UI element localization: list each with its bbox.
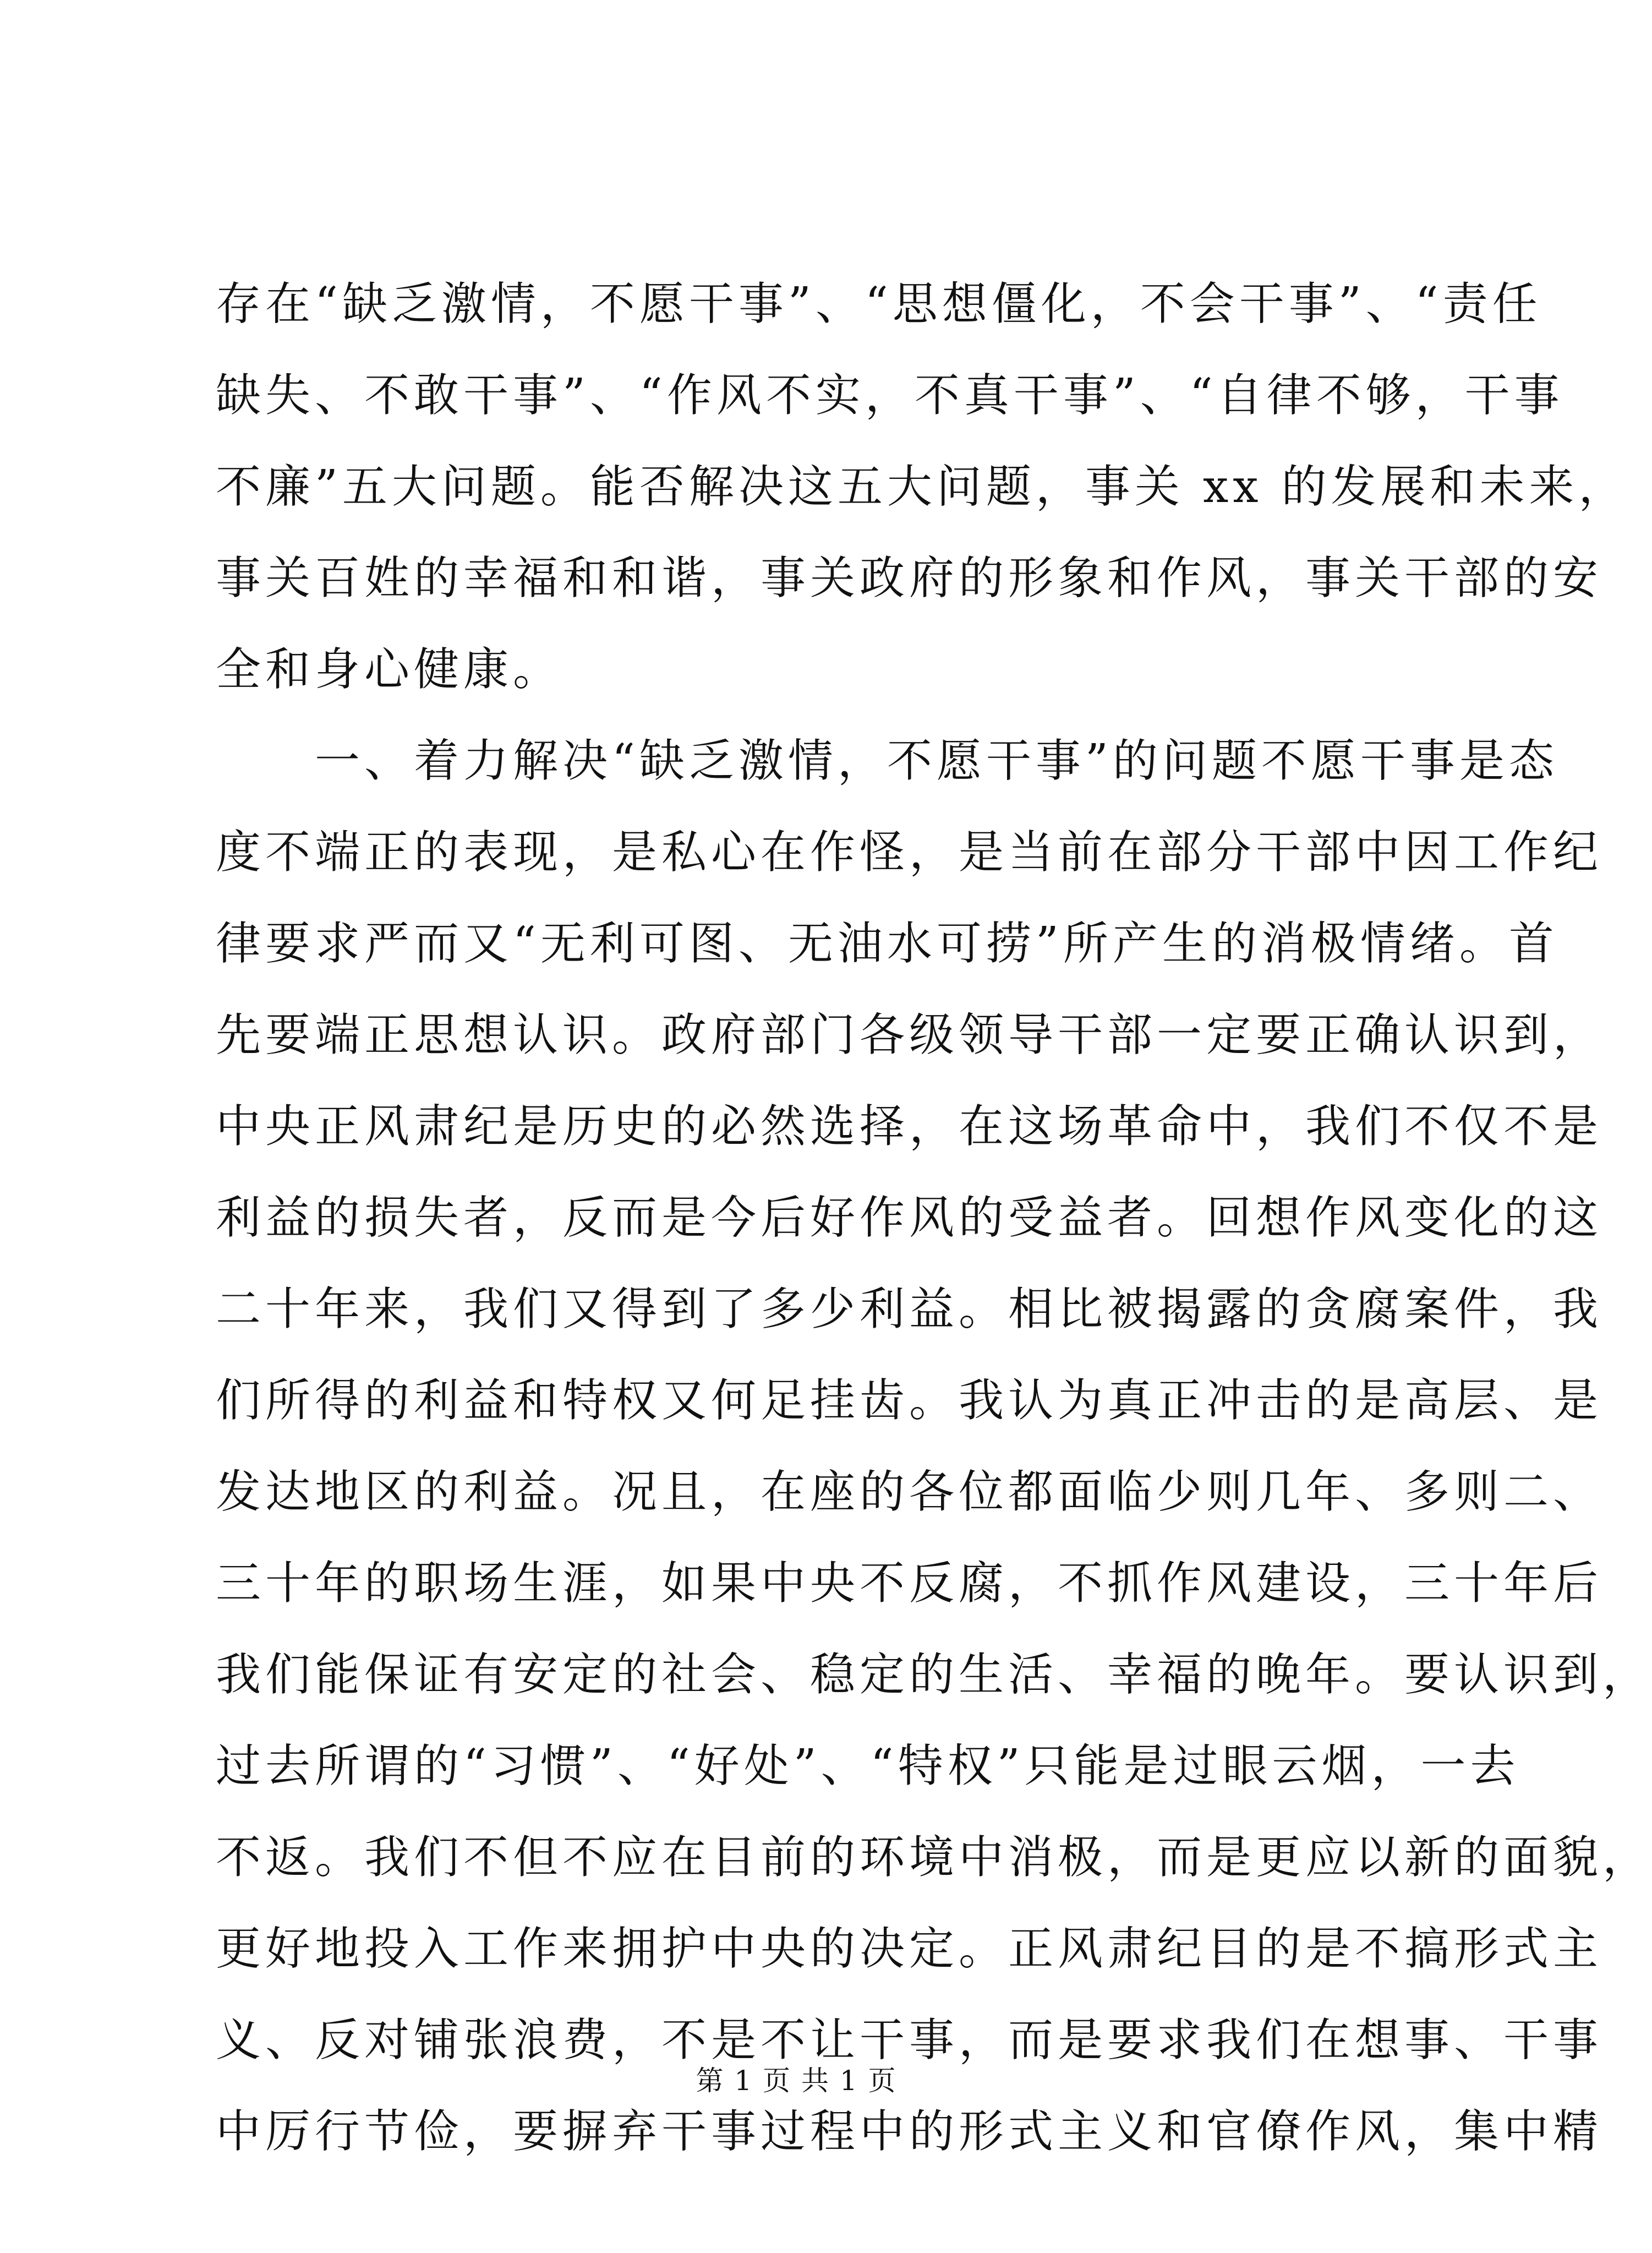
text-line: 中央正风肃纪是历史的必然选择，在这场革命中，我们不仅不是 xyxy=(216,1100,1603,1153)
page-footer: 第 1 页 共 1 页 xyxy=(696,2065,897,2097)
text-line: 利益的损失者，反而是今后好作风的受益者。回想作风变化的这 xyxy=(216,1192,1603,1244)
text-line: 不廉”五大问题。能否解决这五大问题，事关 xx 的发展和未来， xyxy=(216,461,1628,513)
text-line: 存在“缺乏激情，不愿干事”、“思想僵化，不会干事”、“责任 xyxy=(216,278,1542,330)
text-line: 我们能保证有安定的社会、稳定的生活、幸福的晚年。要认识到， xyxy=(216,1649,1652,1701)
text-line: 过去所谓的“习惯”、“好处”、“特权”只能是过眼云烟，一去 xyxy=(216,1740,1520,1792)
text-line: 全和身心健康。 xyxy=(216,643,563,696)
text-line: 事关百姓的幸福和和谐，事关政府的形象和作风，事关干部的安 xyxy=(216,552,1603,604)
text-line: 更好地投入工作来拥护中央的决定。正风肃纪目的是不搞形式主 xyxy=(216,1923,1603,1975)
text-line: 发达地区的利益。况且，在座的各位都面临少则几年、多则二、 xyxy=(216,1466,1603,1518)
text-line: 中厉行节俭，要摒弃干事过程中的形式主义和官僚作风，集中精 xyxy=(216,2105,1603,2158)
text-line: 先要端正思想认识。政府部门各级领导干部一定要正确认识到， xyxy=(216,1009,1603,1061)
body-text xyxy=(216,259,1652,2178)
text-line: 不返。我们不但不应在目前的环境中消极，而是更应以新的面貌， xyxy=(216,1831,1652,1884)
text-line: 一、着力解决“缺乏激情，不愿干事”的问题不愿干事是态 xyxy=(216,735,1558,787)
text-line: 律要求严而又“无利可图、无油水可捞”所产生的消极情绪。首 xyxy=(216,918,1558,970)
text-line: 二十年来，我们又得到了多少利益。相比被揭露的贪腐案件，我 xyxy=(216,1283,1603,1335)
text-line: 度不端正的表现，是私心在作怪，是当前在部分干部中因工作纪 xyxy=(216,826,1603,879)
text-line: 缺失、不敢干事”、“作风不实，不真干事”、“自律不够，干事 xyxy=(216,369,1564,422)
text-line: 们所得的利益和特权又何足挂齿。我认为真正冲击的是高层、是 xyxy=(216,1374,1603,1427)
text-line: 义、反对铺张浪费，不是不让干事，而是要求我们在想事、干事 xyxy=(216,2014,1603,2066)
text-line: 三十年的职场生涯，如果中央不反腐，不抓作风建设，三十年后 xyxy=(216,1557,1603,1610)
